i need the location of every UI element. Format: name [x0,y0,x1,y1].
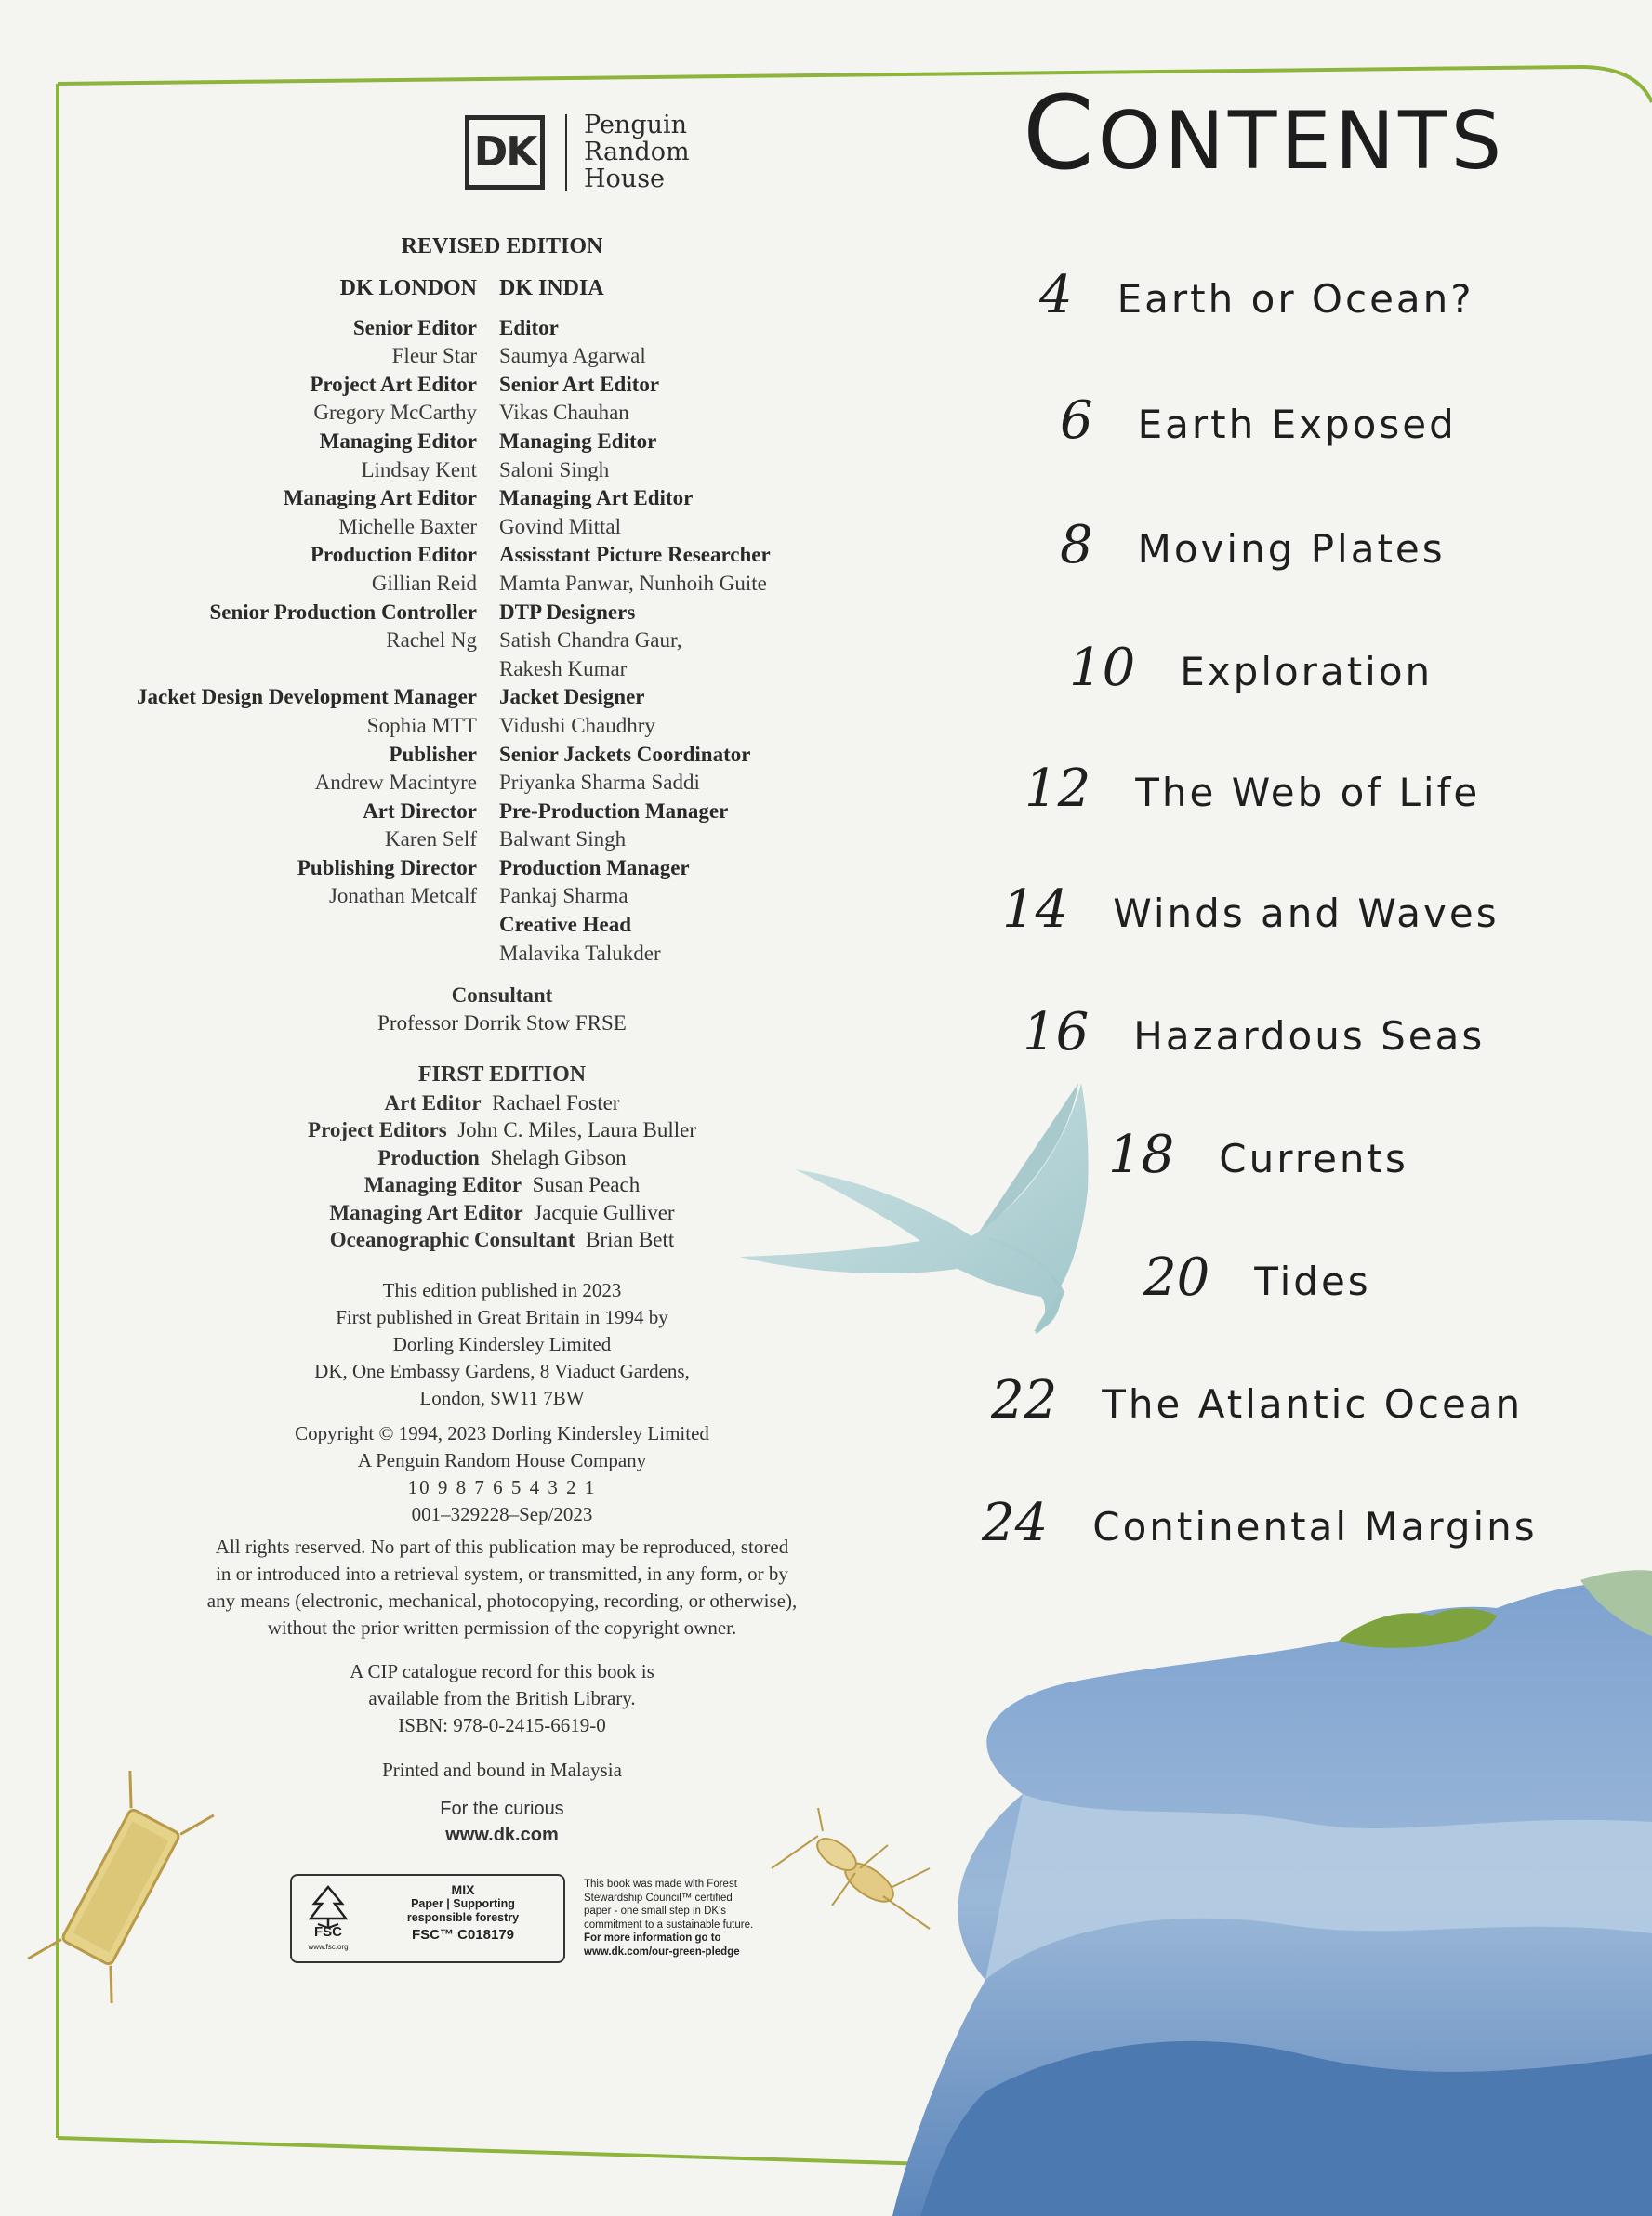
revised-edition-heading: REVISED EDITION [401,234,603,258]
dk-india-credits [488,274,920,968]
cip-record: A CIP catalogue record for this book is available from the British Library. ISBN: 978-0-2415-6619-0 [350,1660,654,1736]
toc-item[interactable] [1108,1125,1408,1185]
credit-role: Managing Editor [319,429,477,453]
toc-page-number: 22 [991,1370,1058,1431]
credit-name: Malavika Talukder [499,941,661,965]
credit-role: Managing Art Editor [283,486,477,510]
toc-page-number: 24 [982,1493,1049,1553]
credit-name: Vikas Chauhan [499,401,629,425]
credit-role: Art Director [363,798,477,823]
credit-name: Saumya Agarwal [499,344,646,368]
dk-london-credits [84,274,488,968]
consultant-credit: Consultant Professor Dorrik Stow FRSE [377,983,627,1035]
toc-title: Exploration [1180,649,1434,694]
toc-item[interactable] [1002,879,1500,940]
credit-name: Karen Self [385,827,477,851]
toc-title: The Atlantic Ocean [1102,1381,1524,1427]
credit-line: Project Editors John C. Miles, Laura Buller [308,1118,696,1141]
credit-name: Pankaj Sharma [499,884,628,908]
toc-item[interactable] [1024,758,1480,819]
credit-name: Gillian Reid [371,571,477,595]
toc-page-number: 18 [1108,1125,1175,1185]
toc-title: Continental Margins [1092,1504,1538,1550]
toc-title: Hazardous Seas [1133,1013,1486,1059]
website-link[interactable]: www.dk.com [445,1825,559,1845]
credit-line: Managing Editor Susan Peach [363,1173,641,1196]
credit-line: Oceanographic Consultant Brian Bett [329,1228,675,1251]
toc-item[interactable] [1143,1247,1371,1308]
credit-role: Publisher [389,742,477,766]
for-the-curious: For the curious [440,1799,564,1819]
credit-name: Sophia MTT [366,713,477,737]
contents-title: CONTENTS [1023,73,1506,192]
credit-role: Production Editor [310,543,477,567]
credit-name: Andrew Macintyre [314,771,477,795]
credit-role: Managing Art Editor [499,486,694,510]
credit-name: Gregory McCarthy [313,401,477,425]
credit-role: Senior Production Controller [209,600,477,624]
copyright-info: Copyright © 1994, 2023 Dorling Kindersley Limited A Penguin Random House Company 10 9 8 7 6 5 4 3 2 1 001–329228–Sep/2023 [295,1422,709,1525]
fsc-url: www.fsc.org [308,1943,349,1951]
credit-role: Senior Art Editor [499,372,660,396]
revised-credits [84,274,920,968]
first-edition-credits [84,1062,920,1254]
toc-page-number: 14 [1002,879,1069,940]
logo-divider [565,114,567,191]
credit-name: Govind Mittal [499,514,621,538]
toc-title: The Web of Life [1135,770,1481,815]
credit-role: Jacket Design Development Manager [136,685,477,709]
credit-role: Publishing Director [297,855,477,879]
dk-logo: DK [465,115,545,190]
toc-page-number: 4 [1039,265,1073,325]
credit-role: Creative Head [499,913,632,937]
credit-role: Assisstant Picture Researcher [499,543,771,567]
toc-title: Tides [1254,1259,1371,1304]
credit-role: DTP Designers [499,600,636,624]
credit-role: Senior Jackets Coordinator [499,742,751,766]
credit-role: Project Art Editor [310,372,477,396]
toc-page-number: 20 [1143,1247,1210,1308]
toc-title: Currents [1219,1136,1408,1181]
fsc-label [290,1874,565,1963]
toc-page-number: 8 [1060,515,1093,575]
toc-title: Winds and Waves [1113,890,1500,936]
fsc-text: MIX Paper | Supporting responsible forestry FSC™ C018179 [406,1882,520,1943]
toc-item[interactable] [1039,265,1474,325]
toc-page-number: 16 [1023,1002,1090,1062]
credit-role: Editor [499,315,559,339]
credit-name: Lindsay Kent [361,457,477,481]
credit-line: Managing Art Editor Jacquie Gulliver [329,1200,675,1224]
dk-india-heading: DK INDIA [499,276,604,300]
credit-role: Production Manager [499,855,690,879]
credit-role: Senior Editor [352,315,477,339]
printed-info: Printed and bound in Malaysia [382,1759,622,1781]
credit-name: Fleur Star [391,344,477,368]
dk-london-heading: DK LONDON [339,276,477,300]
publisher-logo [465,112,690,192]
credit-name: Balwant Singh [499,827,627,851]
credit-name: Jonathan Metcalf [328,884,477,908]
toc-item[interactable] [991,1370,1523,1431]
credit-role: Managing Editor [499,429,657,453]
credit-line: Production Shelagh Gibson [377,1145,627,1169]
toc-item[interactable] [1023,1002,1485,1062]
credit-role: Jacket Designer [499,685,645,709]
credit-name: Priyanka Sharma Saddi [499,771,700,795]
toc-page-number: 6 [1060,390,1093,451]
green-pledge-note: This book was made with Forest Stewardship Council™ certified paper - one small step in DK's commitment to a sustainable future. For more information go to www.dk.com/our-green-pledge [584,1879,754,1958]
credit-name: Rakesh Kumar [499,656,628,680]
fsc-letters: FSC [314,1924,342,1940]
rights-notice: All rights reserved. No part of this publication may be reproduced, stored in or introduced into a retrieval system, or transmitted, in any form, or by any means (electronic, mechanical, photocopying, recording, or otherwise), without the prior written permission of the copyright owner. [206,1536,798,1639]
credit-name: Mamta Panwar, Nunhoih Guite [499,571,767,595]
toc-page-number: 12 [1024,758,1091,819]
toc-title: Earth Exposed [1137,402,1457,447]
toc-item[interactable] [982,1493,1538,1553]
toc-item[interactable] [1069,638,1433,698]
penguin-random-house-logo: Penguin Random House [584,111,690,193]
toc-item[interactable] [1060,390,1457,451]
publication-info: This edition published in 2023 First published in Great Britain in 1994 by Dorling Kindersley Limited DK, One Embassy Gardens, 8 Viaduct Gardens, London, SW11 7BW [314,1279,690,1409]
toc-item[interactable] [1060,515,1446,575]
credit-line: Art Editor Rachael Foster [384,1090,620,1115]
credit-name: Michelle Baxter [338,514,477,538]
toc-title: Earth or Ocean? [1117,276,1474,322]
credit-name: Vidushi Chaudhry [499,713,655,737]
credit-role: Pre-Production Manager [499,798,729,823]
credit-name: Rachel Ng [386,628,477,653]
toc-page-number: 10 [1069,638,1136,698]
toc-title: Moving Plates [1137,526,1446,572]
credit-name: Saloni Singh [499,457,610,481]
credit-name: Satish Chandra Gaur, [499,628,682,653]
first-edition-heading: FIRST EDITION [417,1062,587,1087]
